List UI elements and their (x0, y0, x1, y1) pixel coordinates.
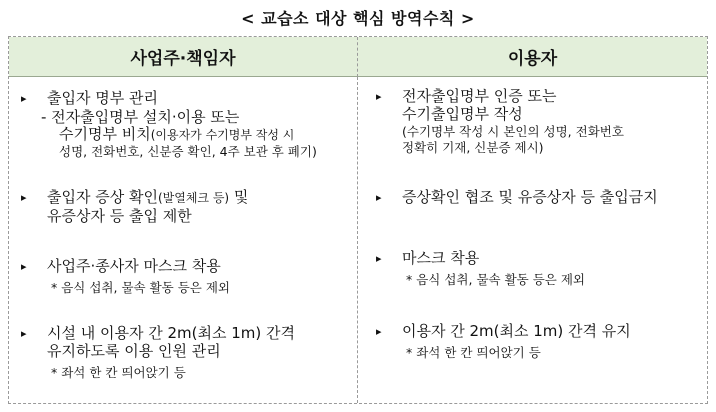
owner-item-visitor-log (21, 89, 317, 160)
item-text: 사업주·종사자 마스크 착용 (47, 257, 221, 275)
item-subtext: - 전자출입명부 설치·이용 또는 (41, 108, 240, 126)
bullet-icon: ▸ (21, 92, 27, 105)
item-text: 증상확인 협조 및 유증상자 등 출입금지 (402, 188, 658, 206)
item-text: 시설 내 이용자 간 2m(최소 1m) 간격 (47, 324, 296, 342)
item-text-line2: 유증상자 등 출입 제한 (47, 207, 192, 225)
item-text-part: 및 (229, 188, 249, 206)
item-text: 마스크 착용 (402, 249, 480, 267)
bullet-icon: ▸ (376, 191, 382, 204)
item-subtext (21, 126, 317, 144)
item-text: 출입자 명부 관리 (47, 89, 158, 107)
bullet-icon: ▸ (376, 252, 382, 265)
user-item-distance (376, 322, 631, 361)
column-header-owner: 사업주·책임자 (9, 37, 357, 77)
item-text (21, 188, 248, 207)
guidelines-table (8, 36, 708, 404)
item-text: 이용자 간 2m(최소 1m) 간격 유지 (402, 322, 631, 340)
user-item-symptom-check (376, 188, 658, 206)
item-note: (수기명부 작성 시 본인의 성명, 전화번호 (402, 124, 624, 139)
user-item-mask (376, 249, 585, 288)
item-text: 전자출입명부 인증 또는 (402, 87, 557, 105)
item-note: * 음식 섭취, 물속 활동 등은 제외 (51, 280, 230, 295)
owner-item-mask (21, 257, 230, 296)
column-header-user: 이용자 (357, 37, 707, 77)
item-subtext-small: (이용자가 수기명부 작성 시 (150, 128, 295, 142)
item-text-small: (발열체크 등) (157, 191, 230, 205)
item-text-line2: 유지하도록 이용 인원 관리 (47, 342, 221, 360)
item-note: 정확히 기재, 신분증 제시) (402, 140, 544, 155)
bullet-icon: ▸ (376, 325, 382, 338)
item-subtext-note: 성명, 전화번호, 신분증 확인, 4주 보관 후 폐기) (59, 144, 317, 159)
bullet-icon: ▸ (21, 327, 27, 340)
owner-item-symptom-check (21, 188, 248, 225)
item-note: * 좌석 한 칸 띄어앉기 등 (51, 365, 186, 380)
user-item-visitor-log (376, 87, 624, 156)
item-text-part: 출입자 증상 확인 (47, 188, 158, 206)
bullet-icon: ▸ (21, 260, 27, 273)
item-text-line2: 수기출입명부 작성 (402, 105, 523, 123)
bullet-icon: ▸ (376, 90, 382, 103)
column-divider (357, 77, 358, 403)
bullet-icon: ▸ (21, 191, 27, 204)
page-title: < 교습소 대상 핵심 방역수칙 > (241, 9, 475, 28)
item-note: * 좌석 한 칸 띄어앉기 등 (406, 345, 541, 360)
item-note: * 음식 섭취, 물속 활동 등은 제외 (406, 272, 585, 287)
item-subtext-main: 수기명부 비치 (59, 125, 151, 143)
owner-item-distance (21, 324, 295, 381)
